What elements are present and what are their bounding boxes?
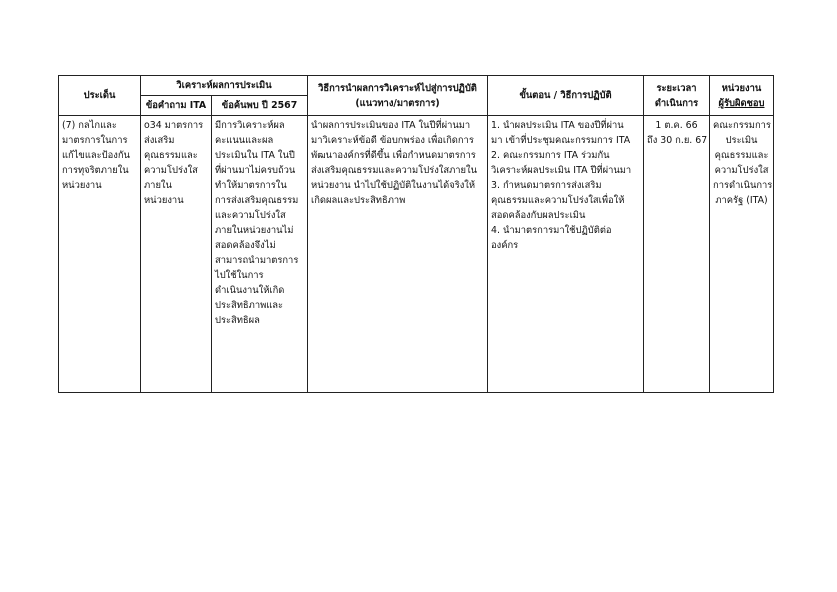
cell-line: 1. นำผลประเมิน ITA ของปีที่ผ่าน: [491, 120, 624, 131]
header-unit: [710, 76, 774, 116]
cell-line: (7) กลไกและ: [62, 120, 117, 131]
cell-method: [308, 116, 488, 393]
cell-steps: [488, 116, 644, 393]
cell-question: [141, 116, 212, 393]
header-period: [644, 76, 710, 116]
cell-line: มา เข้าที่ประชุมคณะกรรมการ ITA: [491, 135, 631, 146]
header-finding: ข้อค้นพบ ปี 2567: [212, 96, 308, 116]
header-steps: ขั้นตอน / วิธีการปฏิบัติ: [488, 76, 644, 116]
cell-line: 2. คณะกรรมการ ITA ร่วมกัน: [491, 150, 610, 161]
cell-period: [644, 116, 710, 393]
header-period-line2: ดำเนินการ: [654, 97, 699, 109]
cell-line: คะแนนและผล: [215, 135, 274, 146]
cell-line: เกิดผลและประสิทธิภาพ: [311, 195, 406, 206]
cell-line: ประสิทธิผล: [215, 315, 260, 326]
header-issue: ประเด็น: [59, 76, 141, 116]
cell-line: ทำให้มาตรการใน: [215, 180, 287, 191]
action-plan-table: [58, 75, 774, 393]
cell-line: ที่ผ่านมาไม่ครบถ้วน: [215, 165, 296, 176]
header-period-line1: ระยะเวลา: [656, 82, 697, 94]
cell-line: คุณธรรมและ: [714, 150, 769, 161]
header-question: ข้อคำถาม ITA: [141, 96, 212, 116]
cell-line: ส่งเสริม: [144, 135, 175, 146]
cell-line: หน่วยงาน: [144, 195, 184, 206]
cell-line: สามารถนำมาตรการ: [215, 255, 299, 266]
cell-line: สอดคล้องกับผลประเมิน: [491, 210, 586, 221]
header-analysis: วิเคราะห์ผลการประเมิน: [141, 76, 308, 96]
cell-line: พัฒนาองค์กรที่ดีขึ้น เพื่อกำหนดมาตรการ: [311, 150, 476, 161]
cell-line: คุณธรรมและความโปร่งใสเพื่อให้: [491, 195, 625, 206]
cell-line: มาวิเคราะห์ข้อดี ข้อบกพร่อง เพื่อเกิดการ: [311, 135, 474, 146]
cell-line: การส่งเสริมคุณธรรม: [215, 195, 299, 206]
header-method: [308, 76, 488, 116]
cell-line: มีการวิเคราะห์ผล: [215, 120, 285, 131]
cell-line: การดำเนินการ: [713, 180, 773, 191]
cell-line: สอดคล้องจึงไม่: [215, 240, 276, 251]
cell-issue: [59, 116, 141, 393]
cell-line: ถึง 30 ก.ย. 67: [647, 135, 708, 146]
cell-line: 1 ต.ค. 66: [655, 120, 698, 131]
cell-line: ส่งเสริมคุณธรรมและความโปร่งใสภายใน: [311, 165, 478, 176]
cell-line: ภายในหน่วยงานไม่: [215, 225, 294, 236]
cell-line: นำผลการประเมินของ ITA ในปีที่ผ่านมา: [311, 120, 471, 131]
cell-line: การทุจริตภายใน: [62, 165, 129, 176]
table-row: [59, 116, 774, 393]
header-method-line2: (แนวทาง/มาตรการ): [355, 97, 440, 109]
cell-line: ประเมินใน ITA ในปี: [215, 150, 295, 161]
cell-unit: [710, 116, 774, 393]
cell-line: ความโปร่งใส: [714, 165, 769, 176]
cell-line: ความโปร่งใส: [144, 165, 198, 176]
cell-line: แก้ไขและป้องกัน: [62, 150, 130, 161]
cell-line: หน่วยงาน นำไปใช้ปฏิบัติในงานได้จริงให้: [311, 180, 476, 191]
cell-line: ภายใน: [144, 180, 172, 191]
header-unit-line2: ผู้รับผิดชอบ: [718, 97, 765, 109]
cell-line: มาตรการในการ: [62, 135, 128, 146]
cell-finding: [212, 116, 308, 393]
cell-line: ประเมิน: [725, 135, 758, 146]
cell-line: องค์กร: [491, 240, 519, 251]
cell-line: ดำเนินงานให้เกิด: [215, 285, 285, 296]
cell-line: ประสิทธิภาพและ: [215, 300, 284, 311]
cell-line: ไปใช้ในการ: [215, 270, 264, 281]
cell-line: หน่วยงาน: [62, 180, 102, 191]
cell-line: 3. กำหนดมาตรการส่งเสริม: [491, 180, 602, 191]
header-unit-line1: หน่วยงาน: [721, 82, 762, 94]
cell-line: 4. นำมาตรการมาใช้ปฏิบัติต่อ: [491, 225, 612, 236]
cell-line: ภาครัฐ (ITA): [715, 195, 768, 206]
header-method-line1: วิธีการนำผลการวิเคราะห์ไปสู่การปฏิบัติ: [318, 82, 477, 94]
cell-line: และความโปร่งใส: [215, 210, 286, 221]
cell-line: วิเคราะห์ผลประเมิน ITA ปีที่ผ่านมา: [491, 165, 632, 176]
cell-line: คณะกรรมการ: [713, 120, 771, 131]
cell-line: คุณธรรมและ: [144, 150, 198, 161]
cell-line: o34 มาตรการ: [144, 120, 204, 131]
